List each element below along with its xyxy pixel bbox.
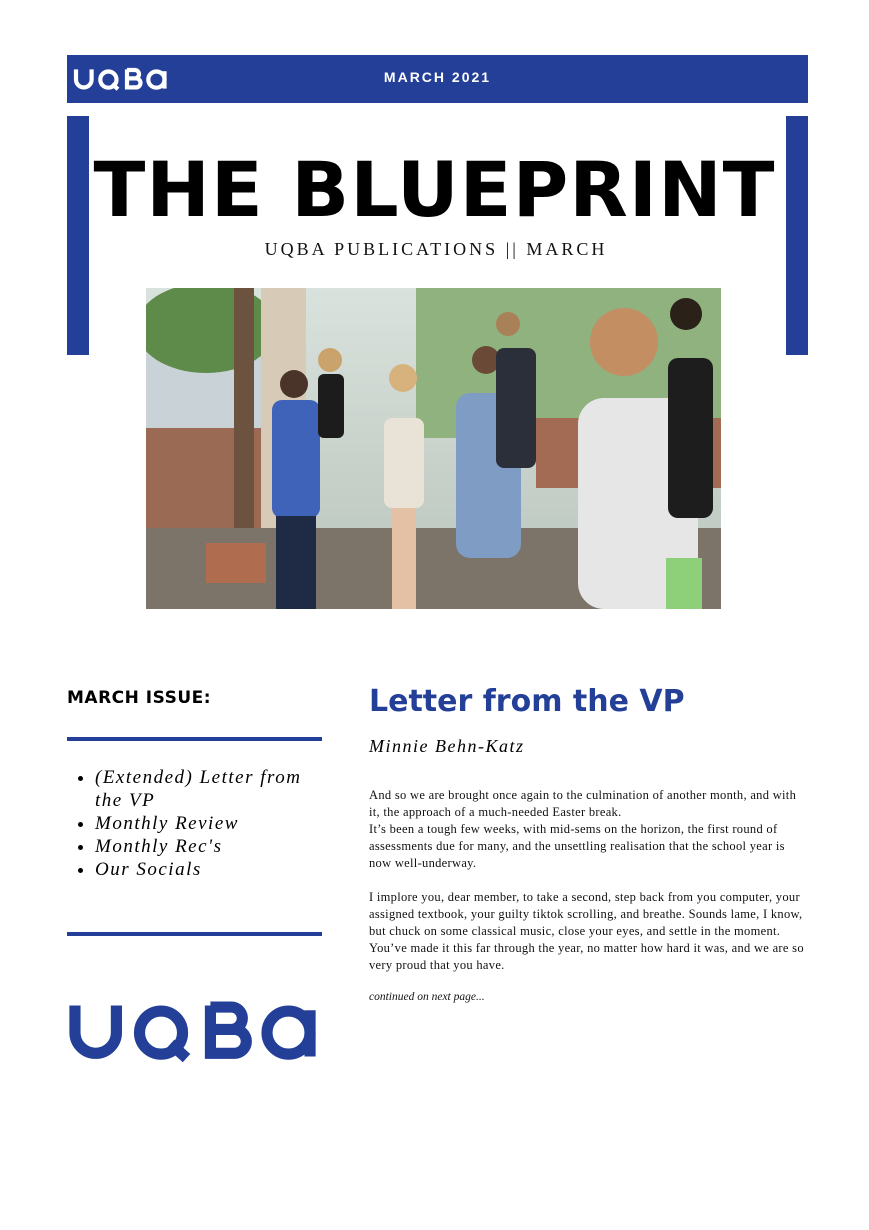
article-paragraph: It’s been a tough few weeks, with mid-sems on the horizon, the first round of assessments due for many, and the unsettling realisation that the school year is now well-underway. bbox=[369, 822, 785, 870]
contents-top-divider bbox=[67, 737, 322, 741]
cover-photo bbox=[146, 288, 721, 609]
issue-contents-heading: MARCH ISSUE: bbox=[67, 688, 212, 708]
header-banner bbox=[67, 55, 808, 103]
article-body bbox=[369, 787, 809, 974]
list-item: • Our Socials bbox=[95, 858, 322, 881]
article-paragraph: I implore you, dear member, to take a second, step back from you computer, your assigned textbook, your guilty tiktok scrolling, and breathe. Sounds lame, I know, but chuck on some classical music, close your eyes, and settle in the moment. You’ve made it this far through the year, no matter how hard it was, and we are so very proud that you have. bbox=[369, 890, 804, 972]
list-item: • Monthly Review bbox=[95, 812, 322, 835]
issue-contents-list bbox=[67, 766, 322, 881]
masthead-subtitle: UQBA PUBLICATIONS || MARCH bbox=[264, 239, 608, 259]
issue-date: MARCH 2021 bbox=[383, 69, 492, 85]
contents-bottom-divider bbox=[67, 932, 322, 936]
article-author: Minnie Behn-Katz bbox=[369, 736, 525, 756]
article-paragraph: And so we are brought once again to the culmination of another month, and with it, the approach of a much-needed Easter break. bbox=[369, 788, 797, 819]
list-item: • (Extended) Letter from the VP bbox=[95, 766, 322, 812]
uqba-logo-large bbox=[67, 994, 322, 1068]
article-title: Letter from the VP bbox=[369, 684, 685, 719]
list-item: • Monthly Rec's bbox=[95, 835, 322, 858]
masthead-title: THE BLUEPRINT bbox=[93, 145, 776, 234]
continued-note: continued on next page... bbox=[369, 991, 485, 1003]
